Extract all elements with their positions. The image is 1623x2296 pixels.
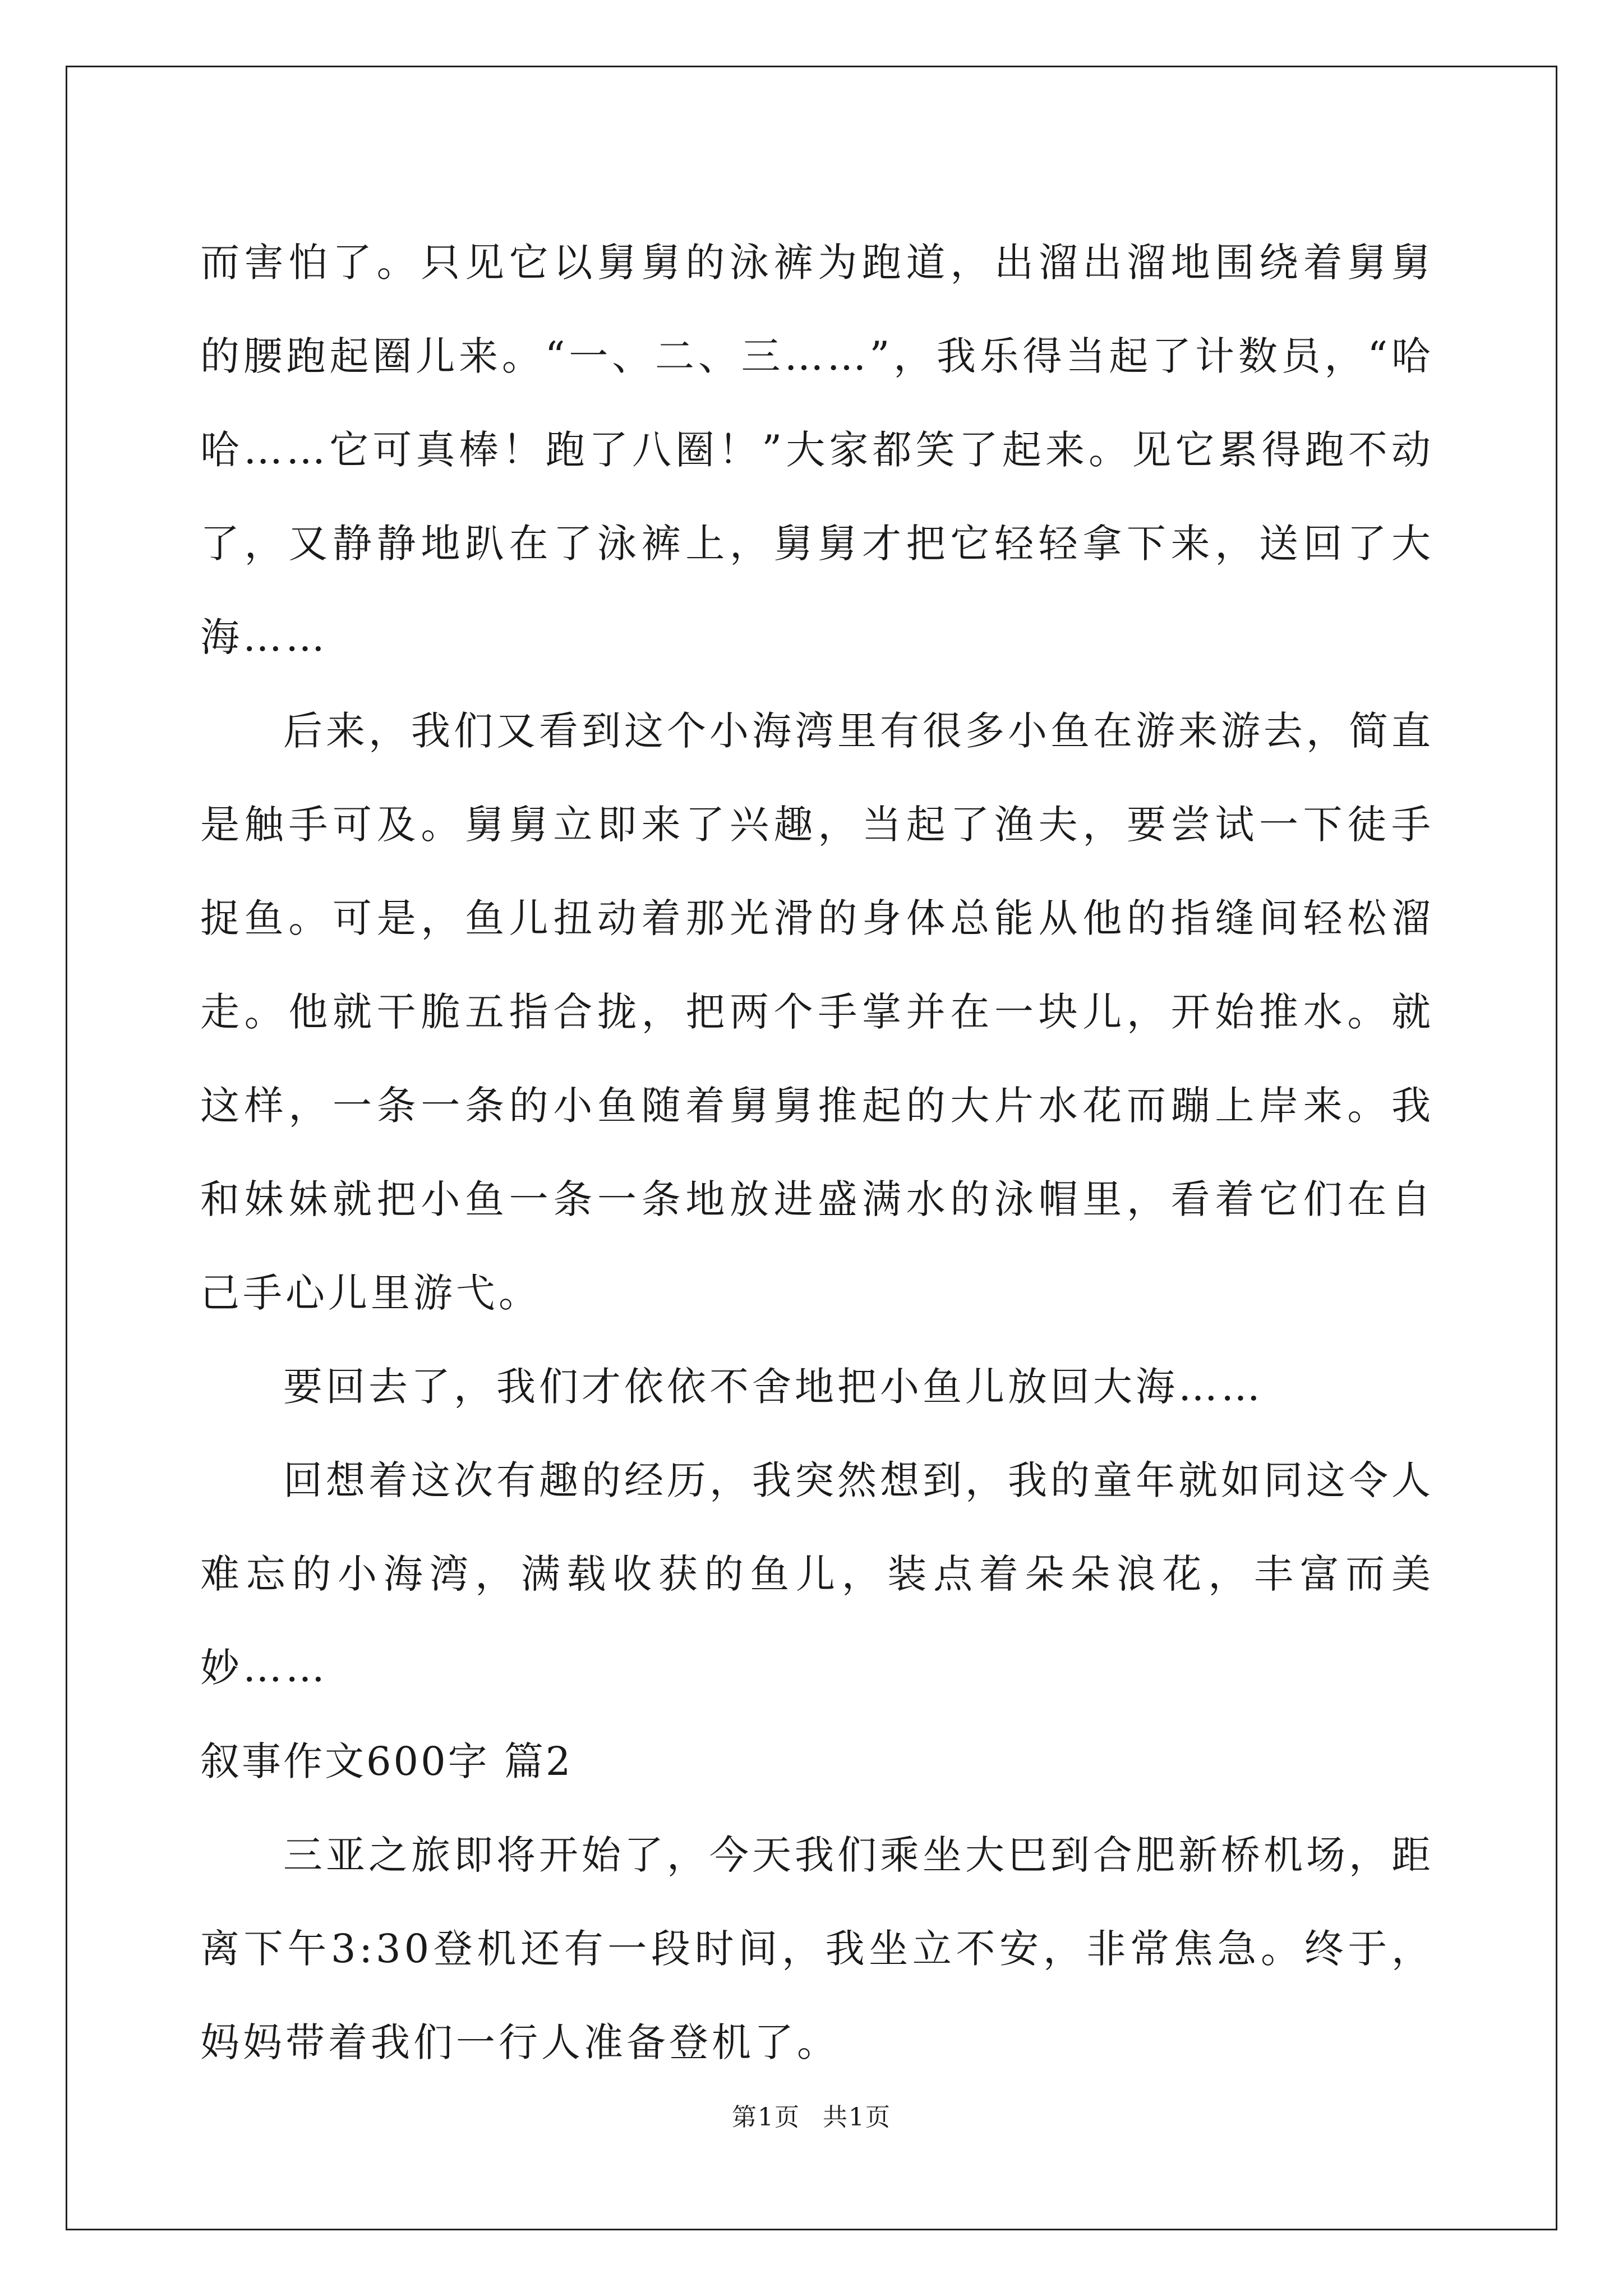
paragraph: 而害怕了。只见它以舅舅的泳裤为跑道，出溜出溜地围绕着舅舅的腰跑起圈儿来。“一、二、三……”，我乐得当起了计数员，“哈哈……它可真棒！跑了八圈！”大家都笑了起来。见它累得跑不动了，又静静地趴在了泳裤上，舅舅才把它轻轻拿下来，送回了大海…… xyxy=(200,240,1434,660)
paragraph: 要回去了，我们才依依不舍地把小鱼儿放回大海…… xyxy=(283,1364,1264,1410)
paragraph: 三亚之旅即将开始了，今天我们乘坐大巴到合肥新桥机场，距离下午3:30登机还有一段时间，我坐立不安，非常焦急。终于，妈妈带着我们一行人准备登机了。 xyxy=(200,1832,1434,2065)
section-heading: 叙事作文600字 篇2 xyxy=(200,1738,573,1784)
page-footer xyxy=(0,2097,1623,2133)
paragraph: 回想着这次有趣的经历，我突然想到，我的童年就如同这令人难忘的小海湾，满载收获的鱼儿，装点着朵朵浪花，丰富而美妙…… xyxy=(200,1457,1434,1691)
page-number: 第1页 xyxy=(732,2103,800,2132)
page-total: 共1页 xyxy=(823,2103,891,2132)
document-body xyxy=(200,216,1434,2090)
paragraph: 后来，我们又看到这个小海湾里有很多小鱼在游来游去，简直是触手可及。舅舅立即来了兴趣，当起了渔夫，要尝试一下徒手捉鱼。可是，鱼儿扭动着那光滑的身体总能从他的指缝间轻松溜走。他就干脆五指合拢，把两个手掌并在一块儿，开始推水。就这样，一条一条的小鱼随着舅舅推起的大片水花而蹦上岸来。我和妹妹就把小鱼一条一条地放进盛满水的泳帽里，看着它们在自己手心儿里游弋。 xyxy=(200,708,1434,1316)
